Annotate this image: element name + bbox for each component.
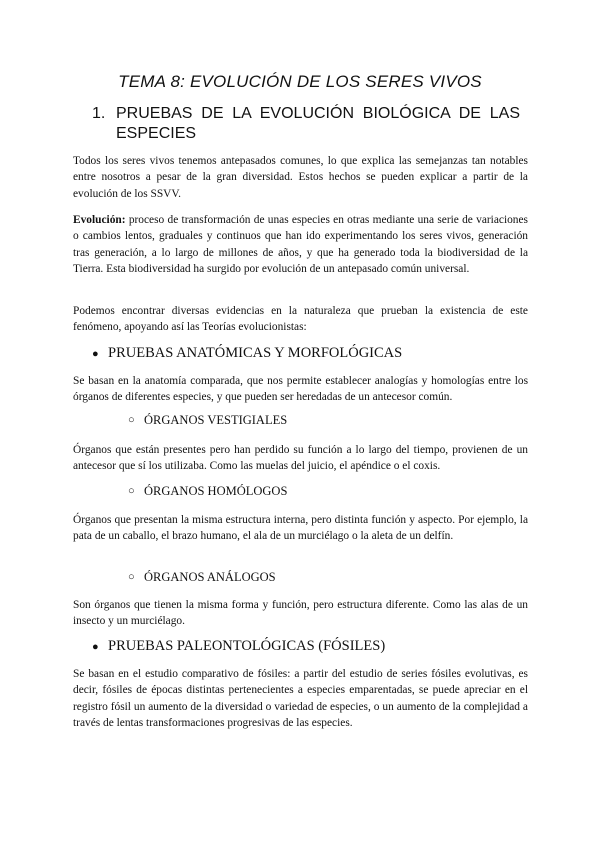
paleontological-paragraph: Se basan en el estudio comparativo de fósiles: a partir del estudio de series fósiles evolutivas, es decir, fósiles de épocas distintas pertenecientes a especies emparentadas, se puede apreciar en el registro fósil un aumento de la diversidad o variedad de especies, o un aumento de la complejidad a través de lentas transformaciones progresivas de las especies. bbox=[73, 668, 528, 729]
anatomical-paragraph: Se basan en la anatomía comparada, que nos permite establecer analogías y homologías entre los órganos de diferentes especies, y que pueden ser heredadas de un antecesor común. bbox=[73, 375, 528, 404]
intro-paragraph: Todos los seres vivos tenemos antepasados comunes, lo que explica las semejanzas tan notables entre nosotros a pesar de la gran diversidad. Estos hechos se pueden explicar a partir de la evolución de los SSVV. bbox=[73, 155, 528, 200]
homologous-paragraph: Órganos que presentan la misma estructura interna, pero distinta función y aspecto. Por ejemplo, la pata de un caballo, el brazo humano, el ala de un murciélago o la aleta de un delfín. bbox=[73, 514, 528, 543]
vestigial-heading-text: ÓRGANOS VESTIGIALES bbox=[144, 413, 288, 427]
analogous-heading-text: ÓRGANOS ANÁLOGOS bbox=[144, 570, 276, 584]
bullet-icon: ● bbox=[92, 348, 99, 360]
analogous-paragraph: Son órganos que tienen la misma forma y función, pero estructura diferente. Como las alas de un insecto y un murciélago. bbox=[73, 599, 528, 628]
section-number: 1. bbox=[92, 105, 106, 122]
evolution-definition-text: proceso de transformación de unas especies en otras mediante una serie de variaciones o cambios lentos, graduales y continuos que han ido experimentando los seres vivos, generación tras generación, a lo largo de millones de años, y que ha generado toda la biodiversidad de la Tierra. Esta biodiversidad ha surgido por evolución de un antepasado común universal. bbox=[73, 214, 528, 275]
evolution-term: Evolución: bbox=[73, 214, 126, 226]
vestigial-paragraph: Órganos que están presentes pero han perdido su función a lo largo del tiempo, provienen de un antecesor que sí los utilizaba. Como las muelas del juicio, el apéndice o el coxis. bbox=[73, 444, 528, 473]
section-heading-text: PRUEBAS DE LA EVOLUCIÓN BIOLÓGICA DE LAS ESPECIES bbox=[116, 105, 520, 142]
paleontological-heading-text: PRUEBAS PALEONTOLÓGICAS (FÓSILES) bbox=[108, 638, 386, 654]
bullet-icon: ● bbox=[92, 641, 99, 653]
circle-bullet-icon: ○ bbox=[128, 485, 135, 497]
page-title: TEMA 8: EVOLUCIÓN DE LOS SERES VIVOS bbox=[118, 72, 482, 91]
circle-bullet-icon: ○ bbox=[128, 571, 135, 583]
anatomical-heading-text: PRUEBAS ANATÓMICAS Y MORFOLÓGICAS bbox=[108, 345, 403, 361]
evidence-paragraph: Podemos encontrar diversas evidencias en la naturaleza que prueban la existencia de este fenómeno, apoyando así las Teorías evolucionistas: bbox=[73, 305, 528, 334]
evolution-definition bbox=[73, 212, 528, 277]
homologous-heading-text: ÓRGANOS HOMÓLOGOS bbox=[144, 484, 288, 498]
circle-bullet-icon: ○ bbox=[128, 414, 135, 426]
